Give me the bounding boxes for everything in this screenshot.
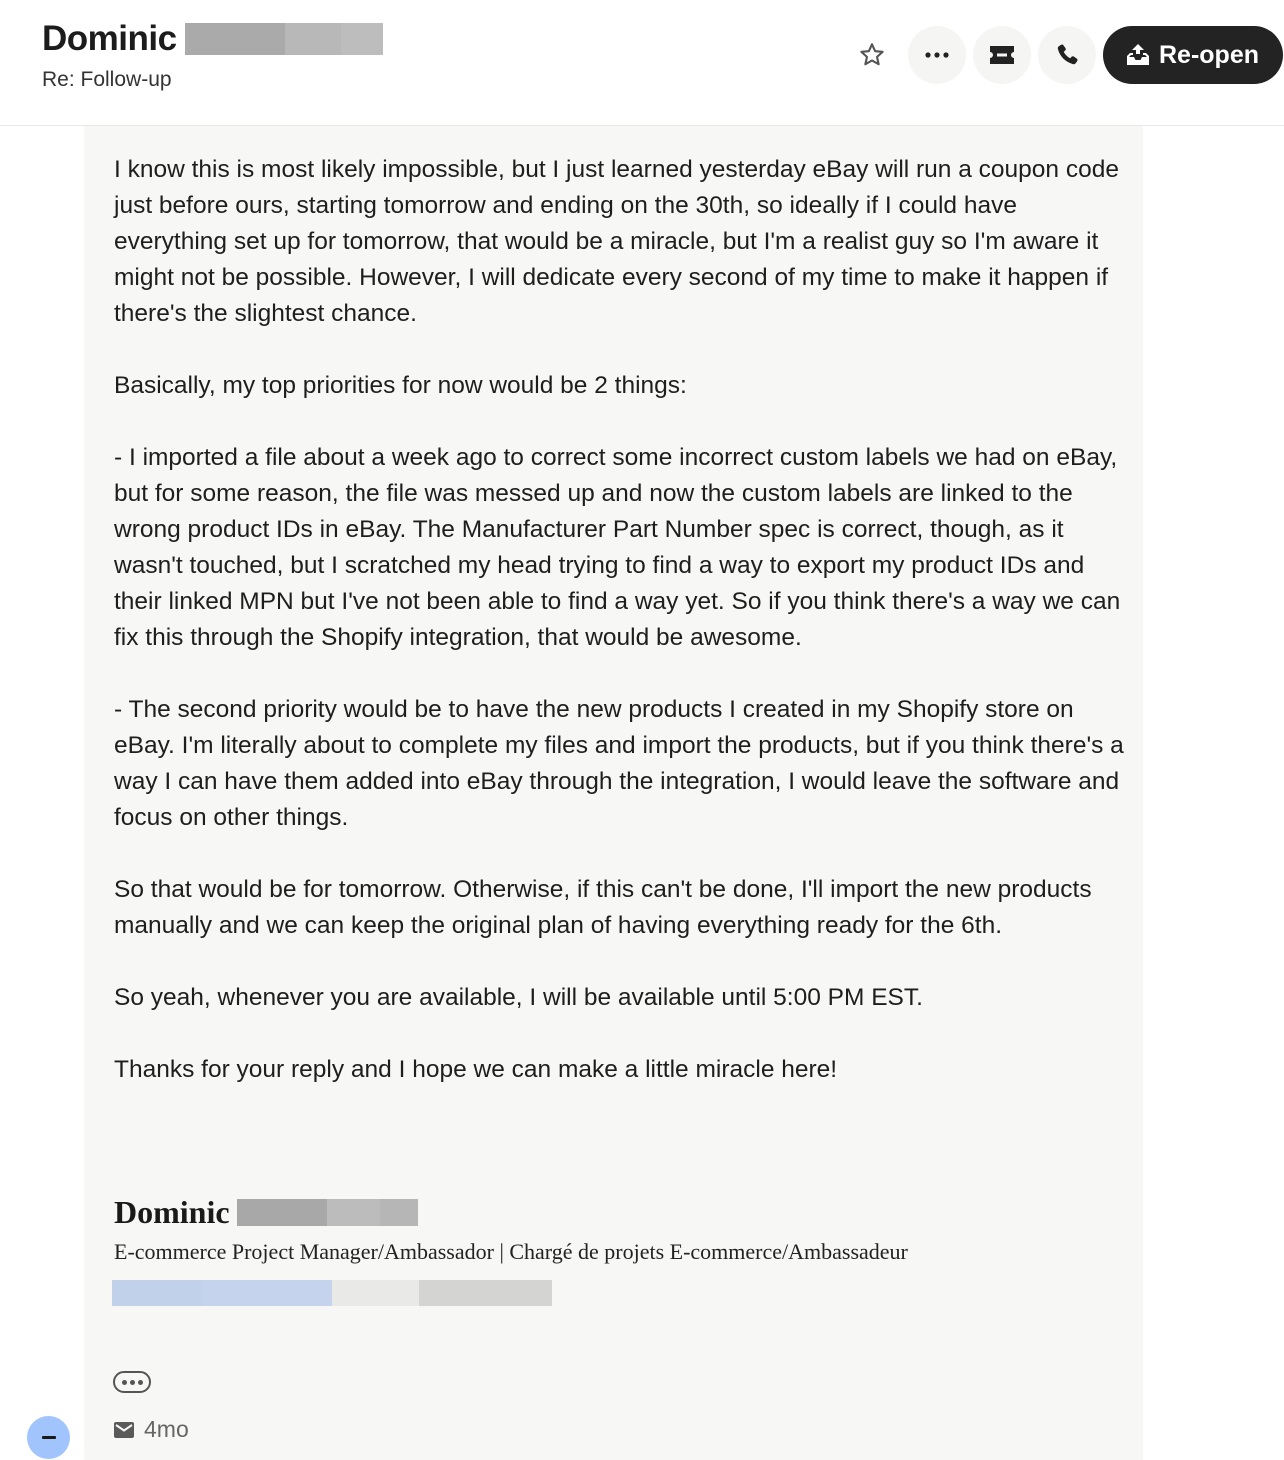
reopen-label: Re-open [1159,40,1259,69]
redacted-signature-last-name [237,1199,418,1226]
ticket-icon [989,45,1015,65]
header-actions [843,26,1283,84]
inbox-upload-icon [1125,43,1151,67]
redacted-last-name [185,23,383,55]
message-paragraph: So that would be for tomorrow. Otherwise, if this can't be done, I'll import the new products manually and we can keep the original plan of having everything ready for the 6th. [114,876,1092,939]
message-paragraph: - The second priority would be to have the new products I created in my Shopify store on eBay. I'm literally about to complete my files and import the products, but if you think there's a way I can have them added into eBay through the integration, I would leave the software and focus on other things. [114,696,1124,831]
email-signature [114,1194,908,1306]
collapse-button[interactable] [27,1416,70,1459]
signature-title: E-commerce Project Manager/Ambassador | Chargé de projets E-commerce/Ambassadeur [114,1239,908,1264]
message-meta [114,1416,189,1443]
message-paragraph: I know this is most likely impossible, but I just learned yesterday eBay will run a coupon code just before ours, starting tomorrow and ending on the 30th, so ideally if I could have everything set up for tomorrow, that would be a miracle, but I'm a realist guy so I'm aware it might not be possible. However, I will dedicate every second of my time to make it happen if there's the slightest chance. [114,156,1119,327]
ellipsis-pill-icon [122,1380,127,1385]
conversation-header [0,0,1284,126]
message-body [114,152,1124,1124]
contact-name[interactable]: Dominic [42,19,177,58]
more-horizontal-icon [924,51,950,59]
redacted-signature-link[interactable] [112,1280,552,1306]
message-paragraph: - I imported a file about a week ago to correct some incorrect custom labels we had on eBay, but for some reason, the file was messed up and now the custom labels are linked to the wrong product IDs in eBay. The Manufacturer Part Number spec is correct, though, as it wasn't touched, but I scratched my head trying to find a way to export my product IDs and their linked MPN but I've not been able to find a way yet. So if you think there's a way we can fix this through the Shopify integration, that would be awesome. [114,444,1121,651]
show-quoted-text-button[interactable] [113,1371,151,1393]
message-card [84,126,1143,1460]
more-options-button[interactable] [908,26,966,84]
phone-icon [1054,42,1080,68]
conversation-subject: Re: Follow-up [42,68,172,91]
message-paragraph: So yeah, whenever you are available, I will be available until 5:00 PM EST. [114,984,923,1011]
envelope-icon [114,1422,134,1438]
signature-name-row [114,1194,908,1231]
message-paragraph: Thanks for your reply and I hope we can make a little miracle here! [114,1056,838,1083]
star-icon [858,41,886,69]
reopen-button[interactable] [1103,26,1283,84]
ticket-button[interactable] [973,26,1031,84]
call-button[interactable] [1038,26,1096,84]
message-paragraph: Basically, my top priorities for now would be 2 things: [114,372,687,399]
star-button[interactable] [843,26,901,84]
message-age: 4mo [144,1416,189,1442]
contact-row [42,18,383,60]
minus-icon [42,1436,56,1439]
signature-name: Dominic [114,1194,230,1230]
